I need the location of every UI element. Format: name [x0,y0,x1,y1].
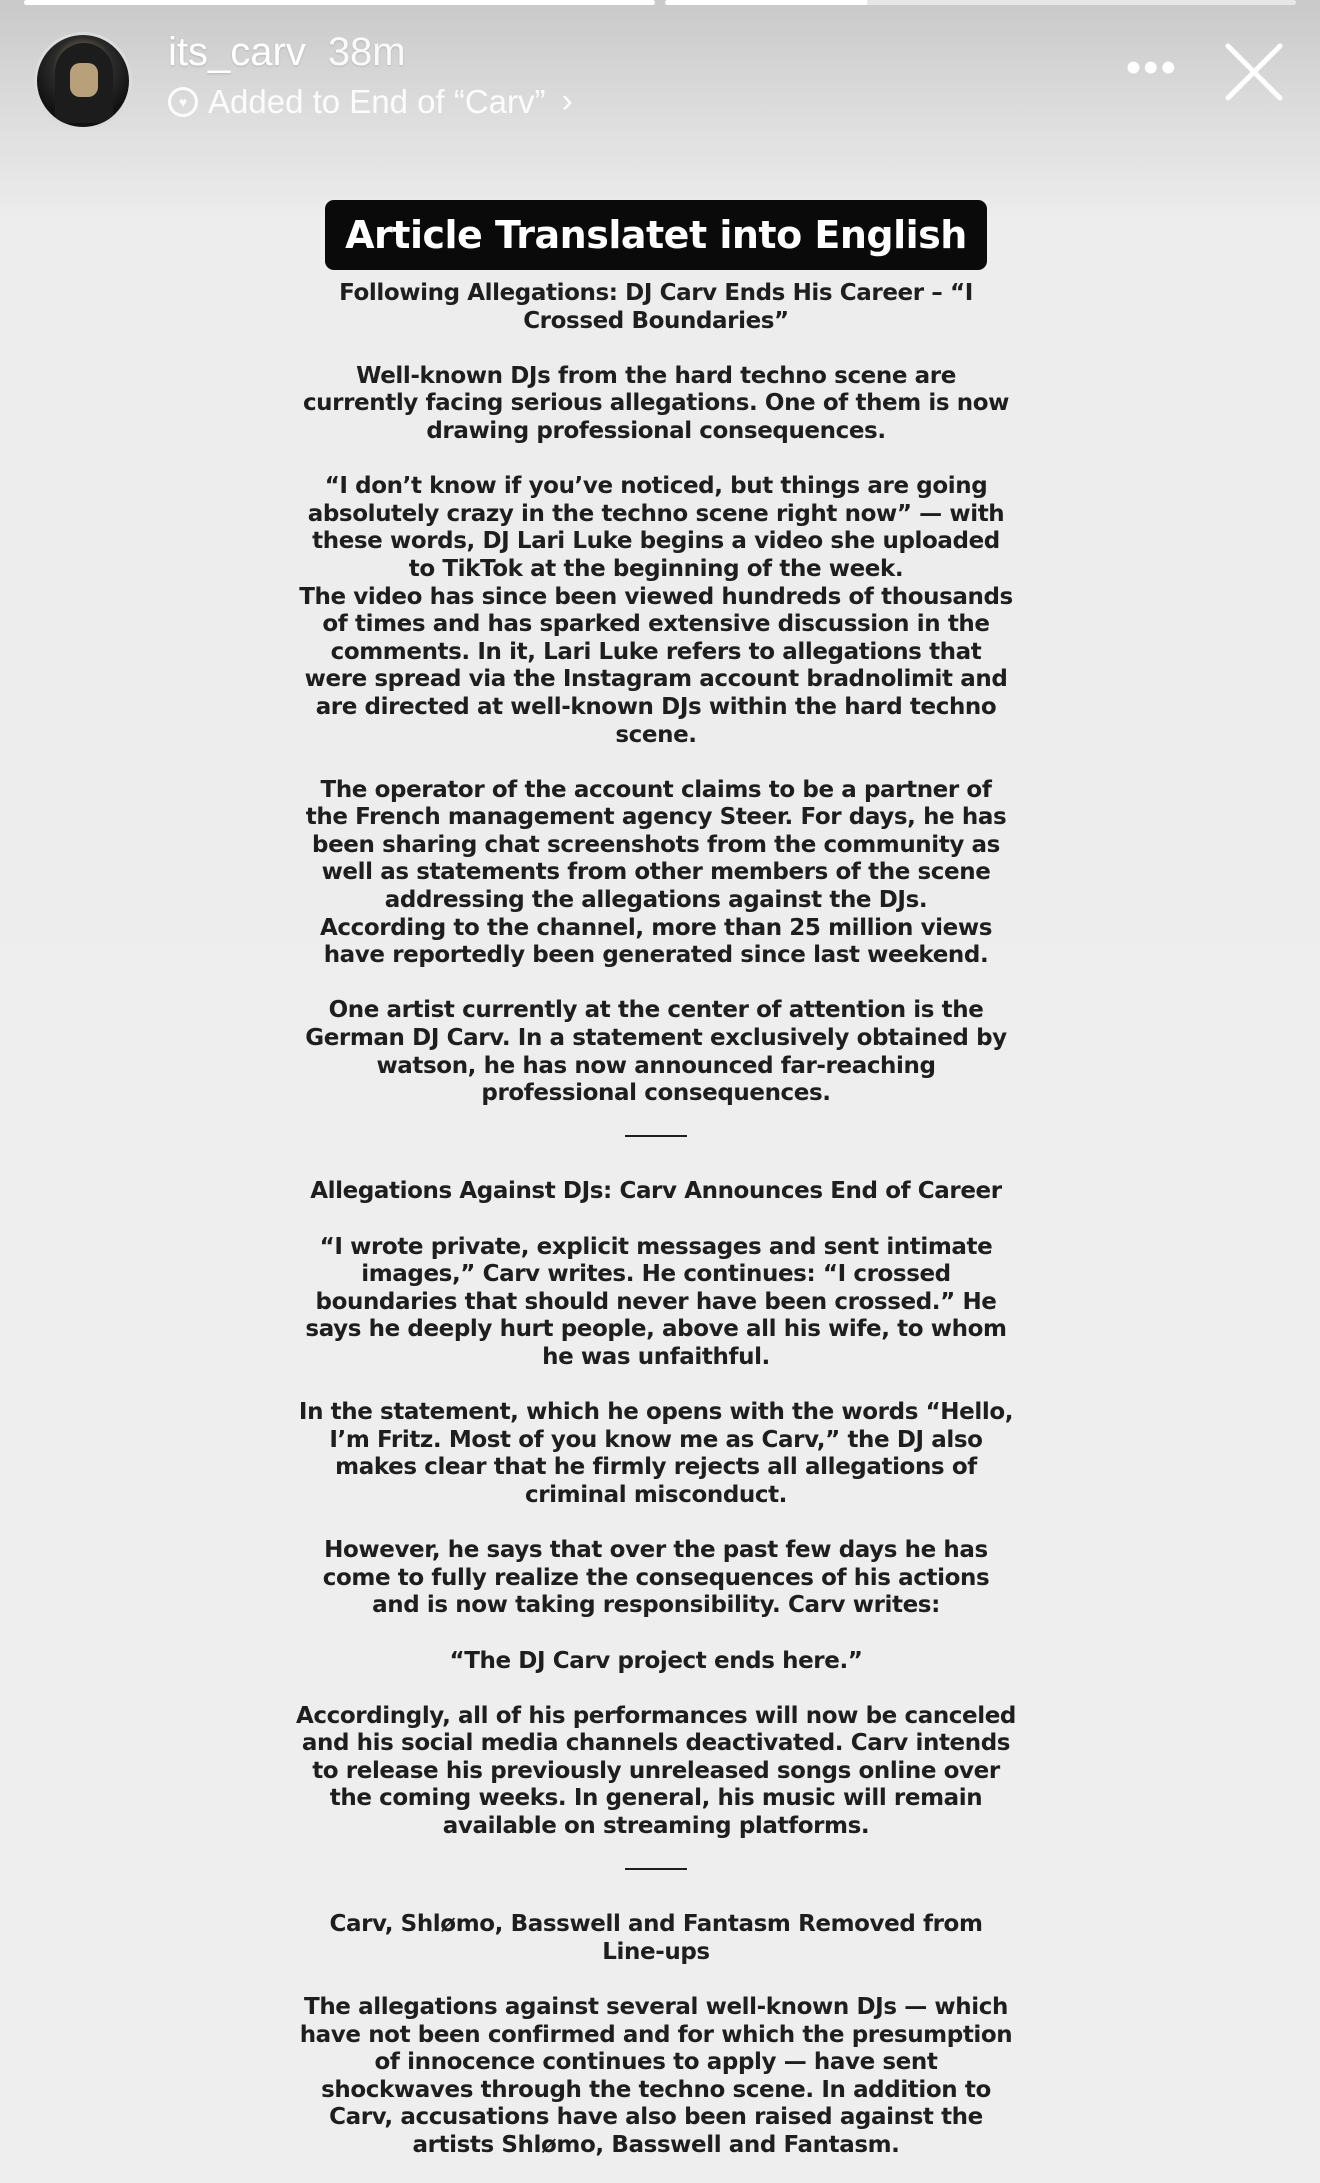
article-quote: “The DJ Carv project ends here.” [449,1647,863,1674]
article-paragraph: One artist currently at the center of attention is the German DJ Carv. In a statement exclusively obtained by watson, he has now announced far-reaching professional consequences. [305,997,1007,1107]
article-image [296,200,1016,2183]
story-progress [24,0,1296,7]
avatar[interactable] [34,32,132,130]
story-header [34,28,1286,128]
article-title-badge: Article Translatet into English [325,200,987,270]
article-headline: Following Allegations: DJ Carv Ends His Career – “I Crossed Boundaries” [339,280,973,334]
user-line [168,30,406,75]
article-paragraph: The video has since been viewed hundreds of thousands of times and has sparked extensive discussion in the comments. In it, Lari Luke refers to allegations that were spread via the Instagram account bradnolimit and are directed at well-known DJs within the hard techno scene. [299,583,1013,748]
progress-segment-2 [665,0,1296,5]
section-divider [625,1135,687,1137]
article-paragraph: The operator of the account claims to be a partner of the French management agency Steer. For days, he has been sharing chat screenshots from the community as well as statements from other members of the scene addressing the allegations against the DJs. [305,776,1007,914]
added-to-text: Added to End of “Carv” [208,82,546,120]
article-subheading: Allegations Against DJs: Carv Announces End of Career [310,1178,1002,1205]
more-options-icon[interactable]: ••• [1125,43,1178,92]
article-subheading: Carv, Shlømo, Basswell and Fantasm Removed from Line-ups [329,1911,983,1965]
username[interactable]: its_carv [168,30,306,74]
post-time: 38m [327,30,406,74]
close-icon[interactable] [1222,40,1286,104]
highlight-link[interactable] [168,82,573,121]
progress-fill-2 [665,0,867,5]
chevron-right-icon: › [561,82,573,120]
article-paragraph: However, he says that over the past few days he has come to fully realize the consequences of his actions and is now taking responsibility. Carv writes: [322,1537,990,1619]
article-paragraph: “I wrote private, explicit messages and sent intimate images,” Carv writes. He continues: “I crossed boundaries that should never have been crossed.” He says he deeply hurt people, above all his wife, to whom he was unfaithful. [305,1233,1007,1370]
article-paragraph: In the statement, which he opens with the words “Hello, I’m Fritz. Most of you know me as Carv,” the DJ also makes clear that he firmly rejects all allegations of criminal misconduct. [298,1399,1014,1508]
article-paragraph: “I don’t know if you’ve noticed, but things are going absolutely crazy in the techno scene right now” — with these words, DJ Lari Luke begins a video she uploaded to TikTok at the beginning of the week. [307,473,1005,582]
article-paragraph: Well-known DJs from the hard techno scene are currently facing serious allegations. One of them is now drawing professional consequences. [302,362,1010,444]
highlight-icon: ♥ [168,87,198,117]
section-divider [625,1868,687,1870]
article-paragraph: The allegations against several well-known DJs — which have not been confirmed and for which the presumption of innocence continues to apply — have sent shockwaves through the techno scene. In addition to Carv, accusations have also been raised against the artists Shlømo, Basswell and Fantasm. [299,1994,1013,2158]
article-paragraph: Accordingly, all of his performances will now be canceled and his social media channels deactivated. Carv intends to release his previously unreleased songs online over the coming weeks. In general, his music will remain available on streaming platforms. [296,1702,1016,1840]
article-paragraph: According to the channel, more than 25 million views have reportedly been generated since last weekend. [320,914,992,969]
progress-segment-1 [24,0,655,5]
progress-fill-1 [24,0,655,5]
